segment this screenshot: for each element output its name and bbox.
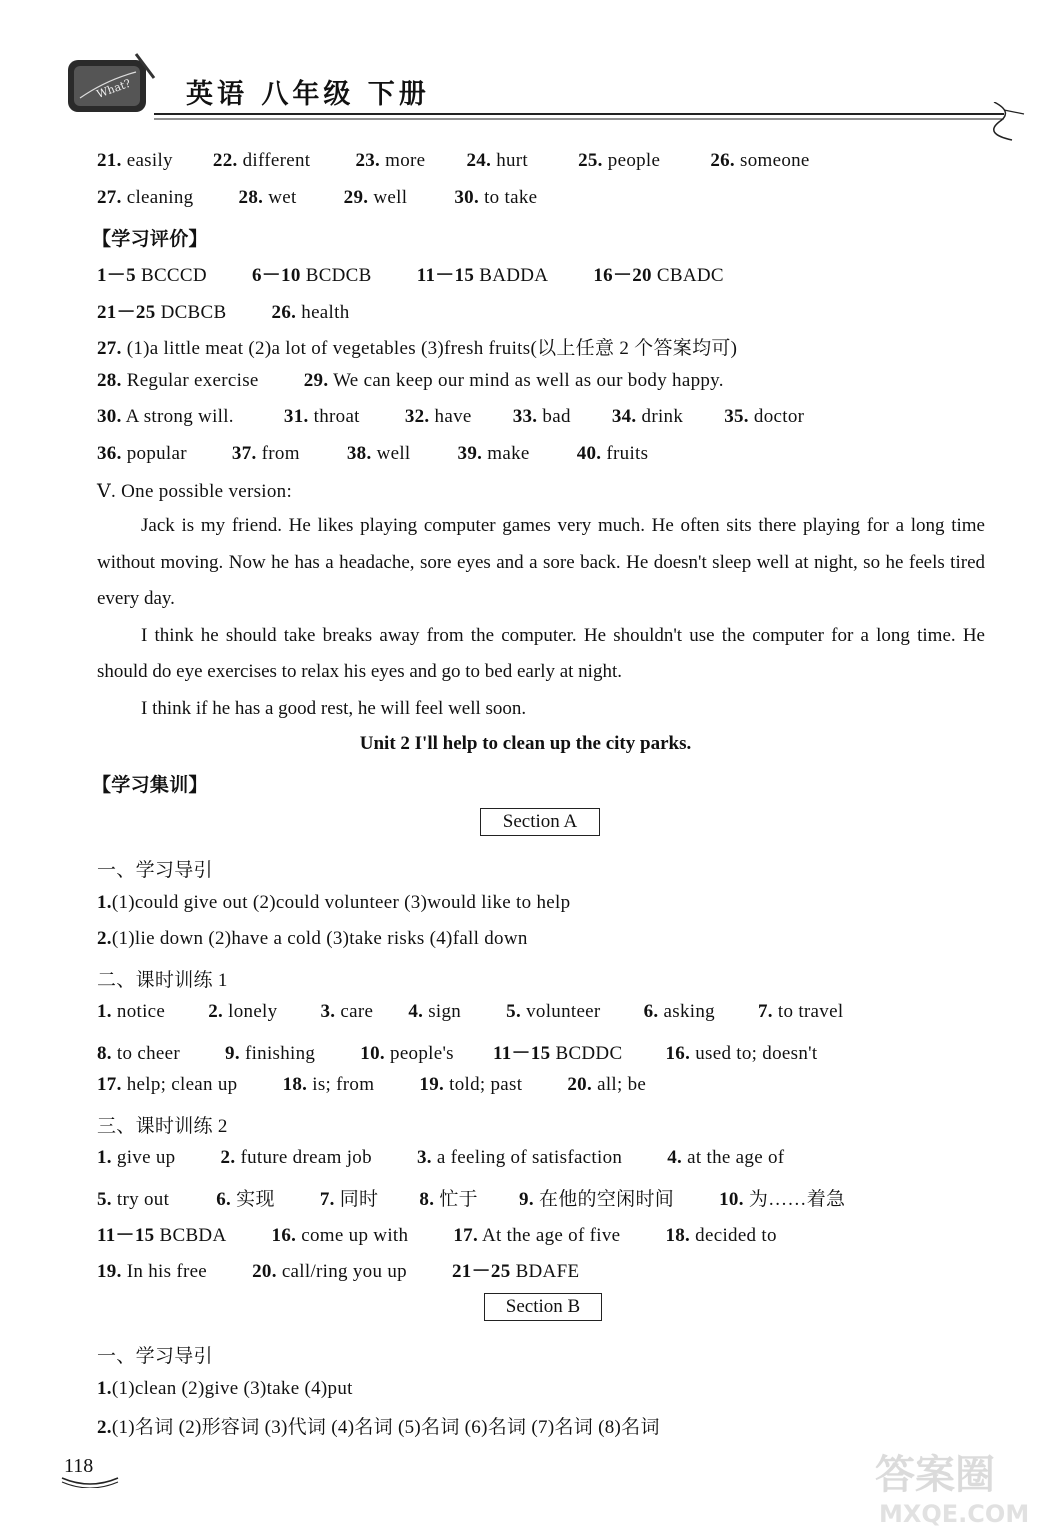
answer-line: 1.(1)clean (2)give (3)take (4)put <box>97 1378 353 1399</box>
essay <box>97 508 985 728</box>
version-label: Ⅴ. One possible version: <box>97 481 293 502</box>
essay-paragraph: Jack is my friend. He likes playing computer games very much. He often sits there playing for a long time without moving. Now he has a headache, sore eyes and a sore back. He doesn't sleep well at night, so he feels tired every day. <box>97 515 985 610</box>
subsection-heading: 一、学习导引 <box>97 1346 213 1367</box>
subsection-heading: 三、课时训练 2 <box>97 1116 228 1137</box>
answer-line: 1.(1)could give out (2)could volunteer (3)would like to help <box>97 892 571 913</box>
answer-line: 1. notice 2. lonely 3. care 4. sign 5. volunteer 6. asking 7. to travel <box>97 1001 844 1022</box>
answer-line: 30. A strong will. 31. throat 32. have 33. bad 34. drink 35. doctor <box>97 406 805 427</box>
answer-line: 36. popular 37. from 38. well 39. make 40. fruits <box>97 443 649 464</box>
watermark-logo-icon <box>865 1440 1035 1530</box>
answer-line: 17. help; clean up 18. is; from 19. told; past 20. all; be <box>97 1074 647 1095</box>
answer-line: 5. try out 6. 实现 7. 同时 8. 忙于 9. 在他的空闲时间 10. 为……着急 <box>97 1189 846 1210</box>
answer-line: 21－25 DCBCB 26. health <box>97 302 350 323</box>
blackboard-logo-icon <box>66 50 156 122</box>
subsection-heading: 二、课时训练 1 <box>97 970 228 991</box>
essay-paragraph: I think he should take breaks away from the computer. He shouldn't use the computer for a long time. He should do eye exercises to relax his eyes and go to bed early at night. <box>97 624 985 683</box>
answer-line: 8. to cheer 9. finishing 10. people's 11－15 BCDDC 16. used to; doesn't <box>97 1043 818 1064</box>
answer-line: 1－5 BCCCD 6－10 BCDCB 11－15 BADDA 16－20 CBADC <box>97 265 724 286</box>
answer-line: 2.(1)lie down (2)have a cold (3)take risks (4)fall down <box>97 928 528 949</box>
answer-line: 2.(1)名词 (2)形容词 (3)代词 (4)名词 (5)名词 (6)名词 (7)名词 (8)名词 <box>97 1417 660 1438</box>
svg-text:What?: What? <box>94 76 133 101</box>
answer-line: 21. easily 22. different 23. more 24. hurt 25. people 26. someone <box>97 150 810 171</box>
section-a-label: Section A <box>480 808 600 836</box>
page-number <box>60 1448 120 1488</box>
unit-title: Unit 2 I'll help to clean up the city parks. <box>359 733 692 754</box>
section-heading: 【学习评价】 <box>92 229 208 250</box>
answer-line: 28. Regular exercise 29. We can keep our mind as well as our body happy. <box>97 370 724 391</box>
answer-line: 27. (1)a little meat (2)a lot of vegetables (3)fresh fruits(以上任意 2 个答案均可) <box>97 338 738 359</box>
svg-text:MXQE.COM: MXQE.COM <box>879 1500 1030 1528</box>
answer-line: 1. give up 2. future dream job 3. a feeling of satisfaction 4. at the age of <box>97 1147 785 1168</box>
subsection-heading: 一、学习导引 <box>97 860 213 881</box>
page-header <box>66 50 1016 165</box>
answer-line: 27. cleaning 28. wet 29. well 30. to take <box>97 187 538 208</box>
essay-paragraph: I think if he has a good rest, he will feel well soon. <box>141 697 527 719</box>
answer-line: 19. In his free 20. call/ring you up 21－25 BDAFE <box>97 1261 580 1282</box>
svg-text:答案圈: 答案圈 <box>875 1452 995 1498</box>
answer-line: 11－15 BCBDA 16. come up with 17. At the age of five 18. decided to <box>97 1225 777 1246</box>
section-b-label: Section B <box>484 1293 602 1321</box>
svg-text:118: 118 <box>64 1455 94 1477</box>
section-heading: 【学习集训】 <box>92 775 208 796</box>
book-title: 英语 八年级 下册 <box>186 79 430 110</box>
